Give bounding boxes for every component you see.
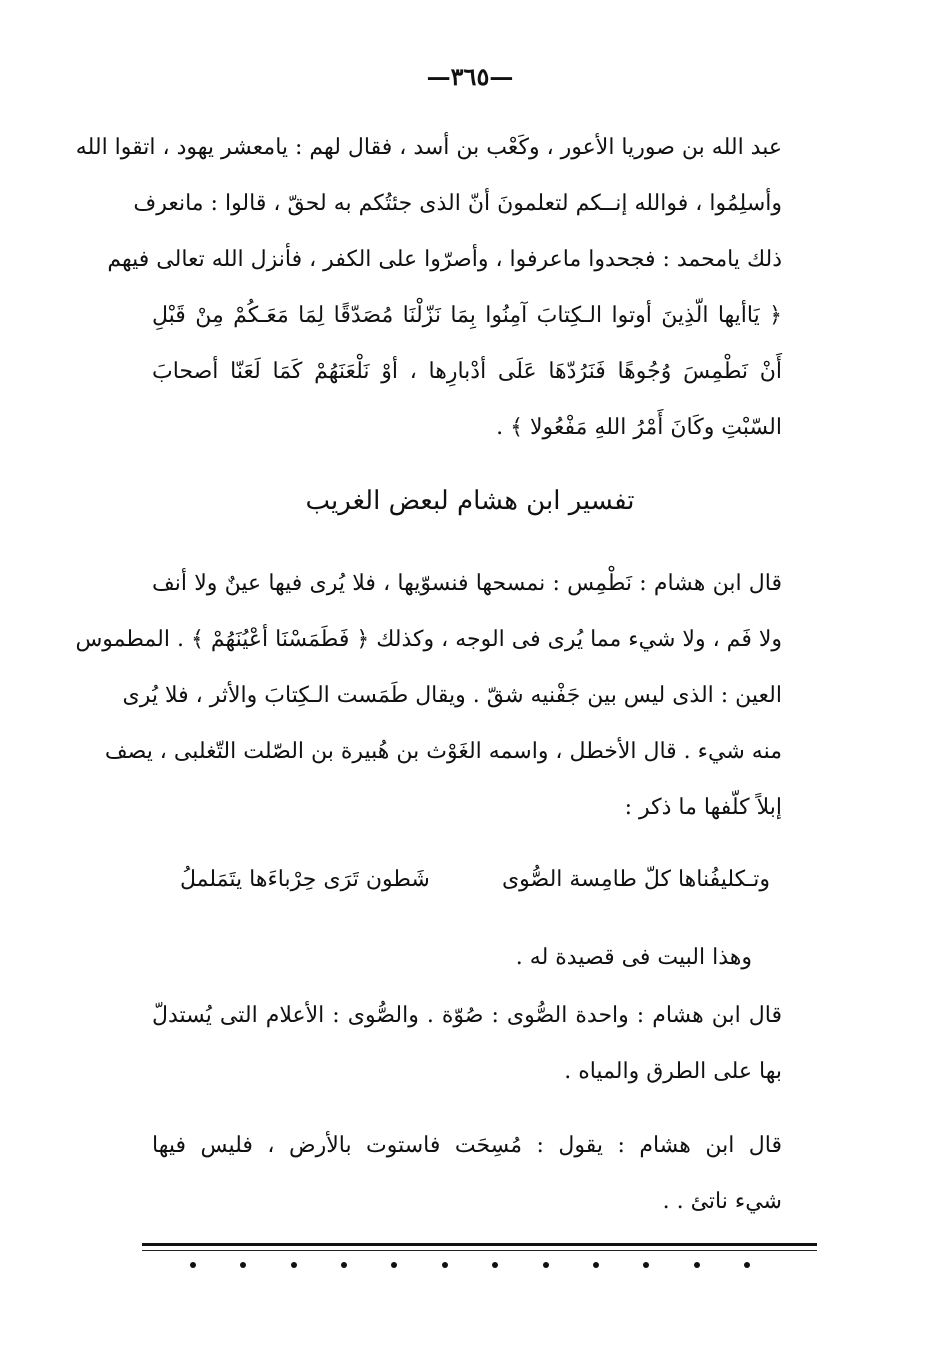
paragraph-1-line: السّبْتِ وكَانَ أَمْرُ اللهِ مَفْعُولا ﴾ . — [496, 415, 782, 440]
paragraph-4-line: قال ابن هشام : يقول : مُسِحَت فاستوت بالأرض ، فليس فيها — [152, 1133, 782, 1158]
paragraph-4-line: شيء ناتئ . . — [662, 1189, 782, 1214]
footer-divider — [142, 1243, 817, 1246]
ornament-dot — [744, 1262, 750, 1268]
paragraph-1 — [75, 120, 782, 456]
ornament-dot — [190, 1262, 196, 1268]
paragraph-2-line: ولا فَم ، ولا شيء مما يُرى فى الوجه ، وكذلك ﴿ فَطَمَسْنَا أعْيُنَهُمْ ﴾ . المطموس — [75, 627, 782, 652]
ornament-dot — [643, 1262, 649, 1268]
page-number: —٣٦٥— — [426, 62, 514, 91]
paragraph-3-line: بها على الطرق والمياه . — [564, 1059, 782, 1084]
paragraph-2-line: العين : الذى ليس بين جَفْنيه شقّ . ويقال طَمَست الـكِتابَ والأثر ، فلا يُرى — [122, 683, 782, 708]
paragraph-2-line: منه شيء . قال الأخطل ، واسمه الغَوْث بن هُبيرة بن الصّلت التّغلبى ، يصف — [104, 739, 782, 764]
paragraph-2 — [75, 556, 782, 836]
paragraph-1-line: ذلك يامحمد : فجحدوا ماعرفوا ، وأصرّوا على الكفر ، فأنزل الله تعالى فيهم — [107, 247, 782, 272]
ornament-dot — [341, 1262, 347, 1268]
ornament-dot — [442, 1262, 448, 1268]
ornament-dot — [593, 1262, 599, 1268]
paragraph-1-line: أَنْ نَطْمِسَ وُجُوهًا فَنَرُدّهَا عَلَى أدْبارِها ، أوْ نَلْعَنَهُمْ كَمَا لَعَنّا أصحابَ — [152, 359, 782, 384]
paragraph-3-line: قال ابن هشام : واحدة الصُّوى : صُوّة . والصُّوى : الأعلام التى يُستدلّ — [152, 1003, 783, 1028]
verse-source-note: وهذا البيت فى قصيدة له . — [515, 945, 752, 970]
paragraph-1-line: ﴿ يَاأيها الّذِينَ أوتوا الـكِتابَ آمِنُوا بِمَا نَزّلْنَا مُصَدّقًا لِمَا مَعَـكُمْ مِنْ قَبْلِ — [152, 303, 782, 328]
paragraph-2-line: إبلاً كلّفها ما ذكر : — [624, 795, 782, 820]
verse-first-hemistich: وتـكليفُناها كلّ طامِسة الصُّوى — [501, 867, 770, 892]
paragraph-2-line: قال ابن هشام : نَطْمِس : نمسحها فنسوّيها ، فلا يُرى فيها عينٌ ولا أنف — [152, 571, 782, 596]
ornament-dot — [492, 1262, 498, 1268]
ornament-dot — [391, 1262, 397, 1268]
paragraph-4 — [152, 1118, 782, 1230]
footer-ornament-dots — [190, 1262, 750, 1268]
ornament-dot — [240, 1262, 246, 1268]
section-title: تفسير ابن هشام لبعض الغريب — [305, 486, 635, 516]
poetry-verse — [180, 852, 770, 908]
paragraph-1-line: عبد الله بن صوريا الأعور ، وكَعْب بن أسد ، فقال لهم : يامعشر يهود ، اتقوا الله — [75, 135, 782, 160]
paragraph-1-line: وأسلِمُوا ، فوالله إنــكم لتعلمونَ أنّ الذى جئتُكم به لحقّ ، قالوا : مانعرف — [133, 191, 782, 216]
ornament-dot — [291, 1262, 297, 1268]
verse-second-hemistich: شَطون تَرَى حِرْباءَها يتَمَلملُ — [180, 867, 430, 892]
paragraph-3 — [152, 988, 782, 1100]
ornament-dot — [543, 1262, 549, 1268]
ornament-dot — [694, 1262, 700, 1268]
footer-divider-thin — [142, 1250, 817, 1251]
